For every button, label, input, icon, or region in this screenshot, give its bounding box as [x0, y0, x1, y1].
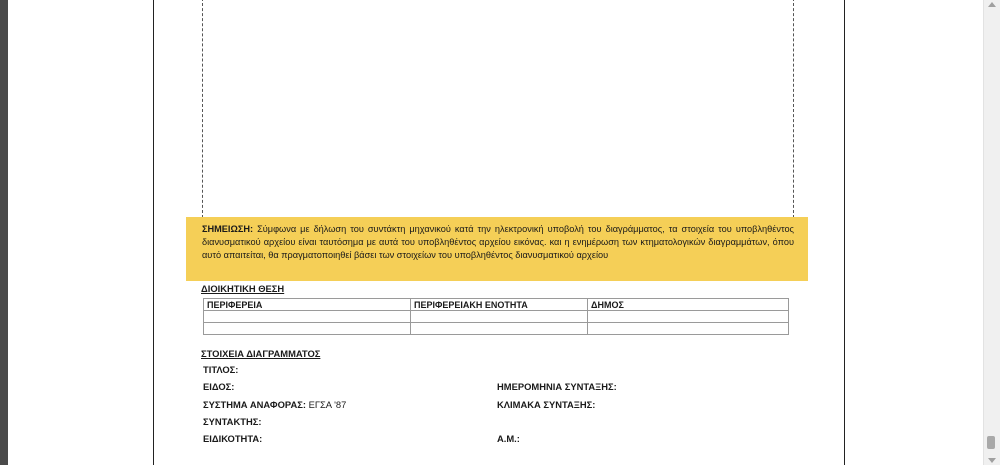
- author-label: ΣΥΝΤΑΚΤΗΣ:: [203, 416, 262, 427]
- header-cell-municipality: ΔΗΜΟΣ: [588, 299, 789, 311]
- note-label: ΣΗΜΕΙΩΣΗ:: [202, 224, 254, 234]
- admin-section-title: ΔΙΟΙΚΗΤΙΚΗ ΘΕΣΗ: [201, 283, 285, 294]
- table-cell: [411, 311, 588, 323]
- note-text: Σύμφωνα με δήλωση του συντάκτη μηχανικού κατά την ηλεκτρονική υποβολή του διαγράμματος, τα στοιχεία του υποβληθέντος διανυσματικού αρχείου είναι ταυτόσημα με αυτά του υποβληθέντος αρχείου εικόνας. και η ενημέρωση των κτηματολογικών διαγραμμάτων, όπου αυτό απαιτείται, θα πραγματοποιηθεί βάσει των στοιχείων του υποβληθέντος διανυσματικού αρχείου: [202, 224, 794, 260]
- field-type: [203, 381, 234, 392]
- table-cell: [204, 323, 411, 335]
- table-cell: [588, 323, 789, 335]
- scale-label: ΚΛΙΜΑΚΑ ΣΥΝΤΑΞΗΣ:: [497, 399, 596, 410]
- field-author: [203, 416, 261, 427]
- field-registration-number: [497, 433, 520, 444]
- table-row: [204, 311, 789, 323]
- document-page: [153, 0, 845, 465]
- header-cell-regional-unit: ΠΕΡΙΦΕΡΕΙΑΚΗ ΕΝΟΤΗΤΑ: [411, 299, 588, 311]
- type-label: ΕΙΔΟΣ:: [203, 381, 235, 392]
- reference-system-value: ΕΓΣΑ '87: [308, 399, 347, 410]
- table-cell: [588, 311, 789, 323]
- diagram-image-frame: [202, 0, 794, 218]
- table-cell: [204, 311, 411, 323]
- field-date: [497, 381, 617, 392]
- date-label: ΗΜΕΡΟΜΗΝΙΑ ΣΥΝΤΑΞΗΣ:: [497, 381, 617, 392]
- scroll-down-icon[interactable]: [988, 458, 996, 463]
- table-row: [204, 323, 789, 335]
- note-box: [186, 217, 808, 281]
- window-left-edge: [0, 0, 8, 465]
- diagram-section-title: ΣΤΟΙΧΕΙΑ ΔΙΑΓΡΑΜΜΑΤΟΣ: [201, 348, 321, 359]
- registration-number-label: Α.Μ.:: [497, 433, 520, 444]
- reference-system-label: ΣΥΣΤΗΜΑ ΑΝΑΦΟΡΑΣ:: [203, 399, 306, 410]
- title-label: ΤΙΤΛΟΣ:: [203, 364, 239, 375]
- specialty-label: ΕΙΔΙΚΟΤΗΤΑ:: [203, 433, 263, 444]
- header-cell-region: ΠΕΡΙΦΕΡΕΙΑ: [204, 299, 411, 311]
- field-reference-system: [203, 399, 346, 410]
- scrollbar-thumb[interactable]: [987, 436, 995, 449]
- field-specialty: [203, 433, 262, 444]
- field-scale: [497, 399, 595, 410]
- admin-table: [203, 298, 789, 335]
- field-title: [203, 364, 238, 375]
- vertical-scrollbar[interactable]: [983, 0, 1000, 465]
- table-cell: [411, 323, 588, 335]
- scroll-up-icon[interactable]: [988, 2, 996, 7]
- table-header-row: [204, 299, 789, 311]
